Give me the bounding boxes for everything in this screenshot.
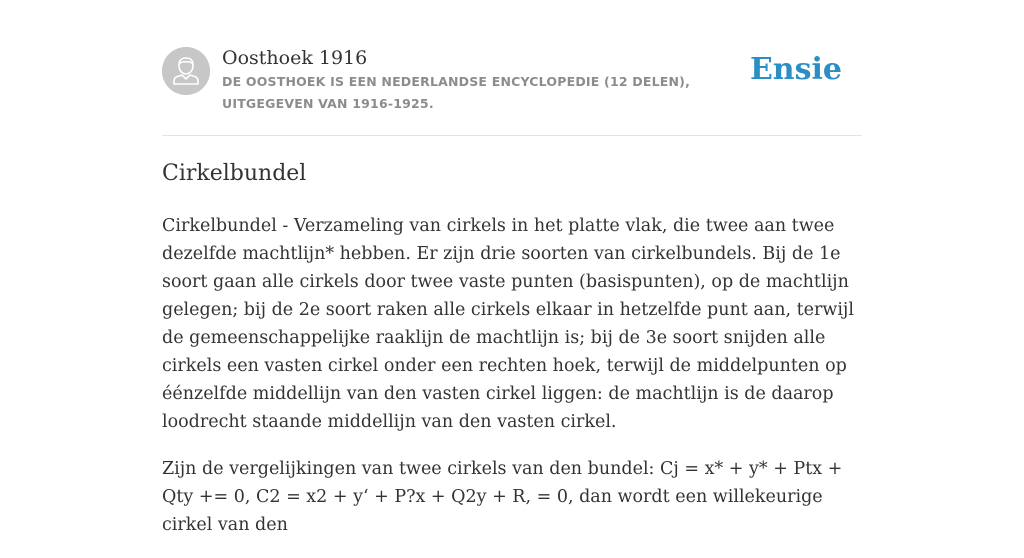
source-avatar[interactable] xyxy=(162,47,210,95)
source-title[interactable]: Oosthoek 1916 xyxy=(222,47,368,69)
article-paragraph: Cirkelbundel - Verzameling van cirkels in het platte vlak, die twee aan twee dezelfde machtlijn* hebben. Er zijn drie soorten van cirkelbundels. Bij de 1e soort gaan alle cirkels door twee vaste punten (basispunten), op de machtlijn gelegen; bij de 2e soort raken alle cirkels elkaar in hetzelfde punt aan, terwijl de gemeenschappelijke raaklijn de machtlijn is; bij de 3e soort snijden alle cirkels een vasten cirkel onder een rechten hoek, terwijl de middelpunten op éénzelfde middellijn van den vasten cirkel liggen: de machtlijn is de daarop loodrecht staande middellijn van den vasten cirkel. xyxy=(162,216,854,432)
article-paragraph: Zijn de vergelijkingen van twee cirkels van den bundel: Cj = x* + y* + Ptx + Qty += 0, C2 = x2 + y‘ + P?x + Q2y + R, = 0, dan wordt een willekeurige cirkel van den xyxy=(162,459,843,535)
user-icon xyxy=(162,47,210,95)
source-header xyxy=(162,0,862,136)
page-container xyxy=(162,0,862,535)
article-title: Cirkelbundel xyxy=(162,161,307,186)
brand-logo[interactable]: Ensie xyxy=(749,52,842,87)
source-description: DE OOSTHOEK IS EEN NEDERLANDSE ENCYCLOPEDIE (12 DELEN), UITGEGEVEN VAN 1916-1925. xyxy=(222,74,691,111)
article-body xyxy=(162,212,862,558)
